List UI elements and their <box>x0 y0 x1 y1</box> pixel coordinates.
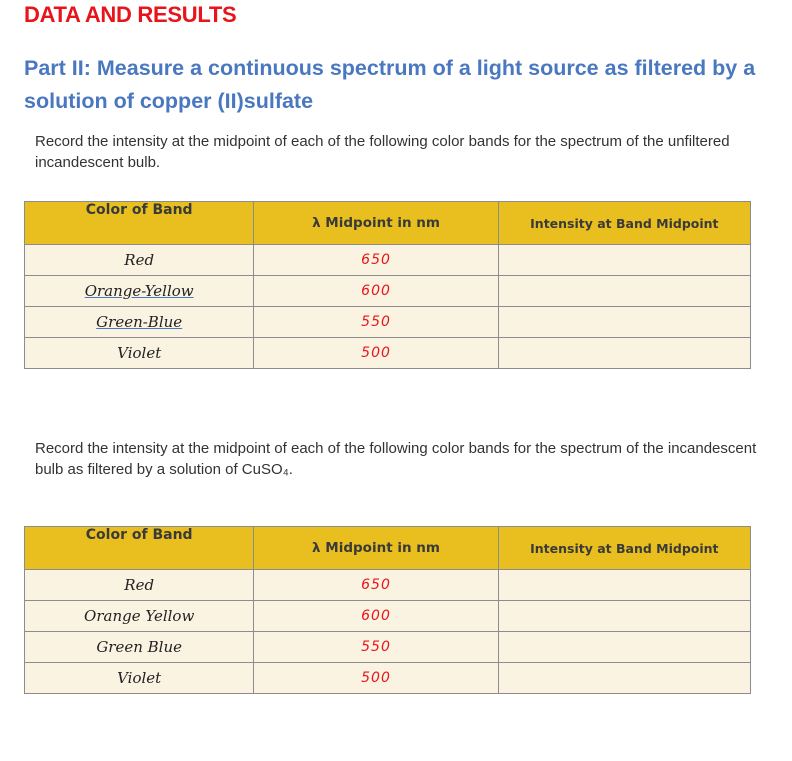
color-band-name: Orange Yellow <box>84 606 195 625</box>
intensity-column-header: Intensity at Band Midpoint <box>498 202 750 245</box>
instruction-unfiltered: Record the intensity at the midpoint of each of the following color bands for the spectrum of the unfiltered incandescent bulb. <box>35 133 730 171</box>
color-cell <box>25 601 254 632</box>
table-header-row <box>25 527 751 570</box>
table-row <box>25 632 751 663</box>
midpoint-value: 550 <box>361 314 391 330</box>
midpoint-value: 650 <box>361 577 391 593</box>
intensity-input-cell[interactable] <box>498 632 750 663</box>
color-band-name: Violet <box>117 343 162 362</box>
filtered-spectrum-table <box>24 526 751 694</box>
color-cell <box>25 245 254 276</box>
table-row <box>25 307 751 338</box>
table-row <box>25 663 751 694</box>
color-band-name: Green-Blue <box>96 312 183 331</box>
section-heading: DATA AND RESULTS <box>24 2 237 27</box>
color-band-name: Red <box>124 575 155 594</box>
intensity-input-cell[interactable] <box>498 245 750 276</box>
midpoint-cell <box>254 245 498 276</box>
midpoint-cell <box>254 338 498 369</box>
midpoint-cell <box>254 663 498 694</box>
intensity-input-cell[interactable] <box>498 663 750 694</box>
table-row <box>25 245 751 276</box>
color-cell <box>25 632 254 663</box>
color-cell <box>25 338 254 369</box>
part-title: Part II: Measure a continuous spectrum of a light source as filtered by a solution of copper (II)sulfate <box>24 56 756 113</box>
intensity-input-cell[interactable] <box>498 338 750 369</box>
table-row <box>25 570 751 601</box>
color-cell <box>25 276 254 307</box>
midpoint-cell <box>254 601 498 632</box>
midpoint-column-header: λ Midpoint in nm <box>254 202 498 245</box>
midpoint-value: 500 <box>361 345 391 361</box>
table-row <box>25 276 751 307</box>
midpoint-cell <box>254 632 498 663</box>
color-column-header: Color of Band <box>25 202 254 245</box>
midpoint-value: 650 <box>361 252 391 268</box>
table-header-row <box>25 202 751 245</box>
instruction-filtered: Record the intensity at the midpoint of each of the following color bands for the spectrum of the incandescent bulb as filtered by a solution of CuSO₄. <box>35 440 757 478</box>
midpoint-value: 550 <box>361 639 391 655</box>
intensity-input-cell[interactable] <box>498 570 750 601</box>
color-band-name: Green Blue <box>96 637 183 656</box>
color-cell <box>25 663 254 694</box>
midpoint-cell <box>254 276 498 307</box>
table-row <box>25 338 751 369</box>
color-cell <box>25 570 254 601</box>
color-band-name: Orange-Yellow <box>84 281 194 300</box>
midpoint-column-header: λ Midpoint in nm <box>254 527 498 570</box>
color-cell <box>25 307 254 338</box>
intensity-input-cell[interactable] <box>498 307 750 338</box>
color-band-name: Red <box>124 250 155 269</box>
midpoint-value: 600 <box>361 608 391 624</box>
unfiltered-spectrum-table <box>24 201 751 369</box>
intensity-input-cell[interactable] <box>498 276 750 307</box>
midpoint-value: 500 <box>361 670 391 686</box>
color-band-name: Violet <box>117 668 162 687</box>
color-column-header: Color of Band <box>25 527 254 570</box>
midpoint-cell <box>254 307 498 338</box>
midpoint-value: 600 <box>361 283 391 299</box>
table-row <box>25 601 751 632</box>
intensity-input-cell[interactable] <box>498 601 750 632</box>
intensity-column-header: Intensity at Band Midpoint <box>498 527 750 570</box>
midpoint-cell <box>254 570 498 601</box>
